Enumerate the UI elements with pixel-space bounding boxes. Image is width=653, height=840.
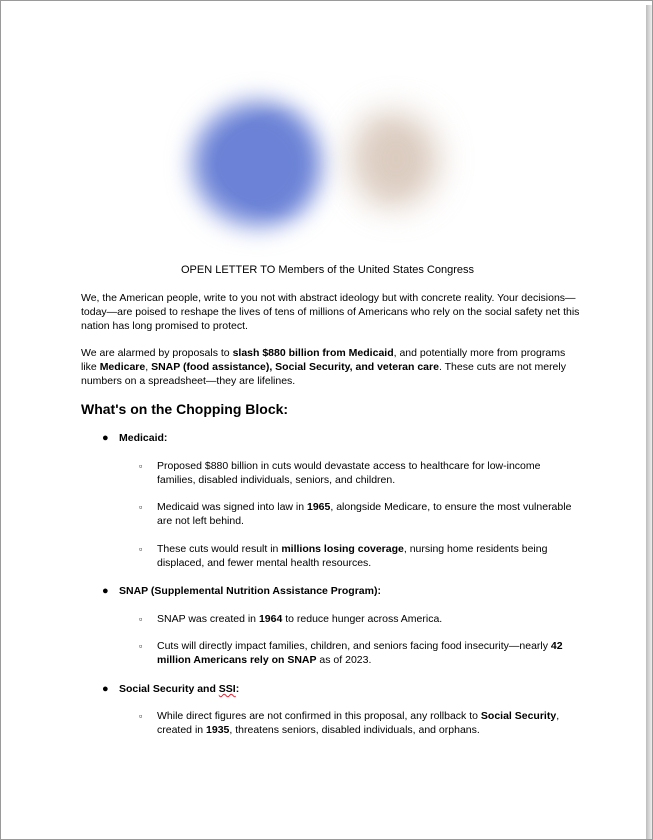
letter-title: OPEN LETTER TO Members of the United States Congress (180, 264, 475, 276)
medicaid-item-2: Medicaid was signed into law in 1965, alongside Medicare, to ensure the most vulnerable are not left behind. (157, 501, 572, 527)
intro-paragraph: We, the American people, write to you not with abstract ideology but with concrete reality. Your decisions—today—are poised to reshape the lives of tens of millions of Americans who rely on the social safety net this nation has long promised to protect. (81, 292, 580, 332)
medicaid-item-1: Proposed $880 billion in cuts would devastate access to healthcare for low-income families, disabled individuals, seniors, and children. (157, 460, 541, 486)
page-shadow (646, 5, 653, 840)
alarm-paragraph: We are alarmed by proposals to slash $880 billion from Medicaid, and potentially more from programs like Medicare, SNAP (food assistance), Social Security, and veteran care. These cuts are not merely numbers on a spreadsheet—they are lifelines. (81, 347, 566, 387)
program-medicaid-label: Medicaid: (119, 432, 168, 444)
sub-bullet: ▫ (139, 711, 143, 721)
header-image (141, 69, 491, 257)
sub-bullet: ▫ (139, 614, 143, 624)
sub-bullet: ▫ (139, 502, 143, 512)
program-snap-label: SNAP (Supplemental Nutrition Assistance Program): (119, 585, 381, 597)
snap-item-2: Cuts will directly impact families, children, and seniors facing food insecurity—nearly 42 million Americans rely on SNAP as of 2023. (157, 640, 563, 666)
snap-item-1: SNAP was created in 1964 to reduce hunger across America. (157, 613, 443, 625)
bullet-medicaid: ● (102, 432, 109, 444)
social-security-item-1: While direct figures are not confirmed in this proposal, any rollback to Social Security, created in 1935, threatens seniors, disabled individuals, and orphans. (157, 710, 560, 736)
sub-bullet: ▫ (139, 641, 143, 651)
image-fade (141, 69, 491, 257)
section-heading: What's on the Chopping Block: (81, 401, 289, 417)
program-social-security-label: Social Security and SSI: (119, 683, 240, 695)
medicaid-item-3: These cuts would result in millions losing coverage, nursing home residents being displaced, and fewer mental health resources. (157, 543, 548, 569)
bullet-social-security: ● (102, 683, 109, 695)
sub-bullet: ▫ (139, 544, 143, 554)
sub-bullet: ▫ (139, 461, 143, 471)
bullet-snap: ● (102, 585, 109, 597)
